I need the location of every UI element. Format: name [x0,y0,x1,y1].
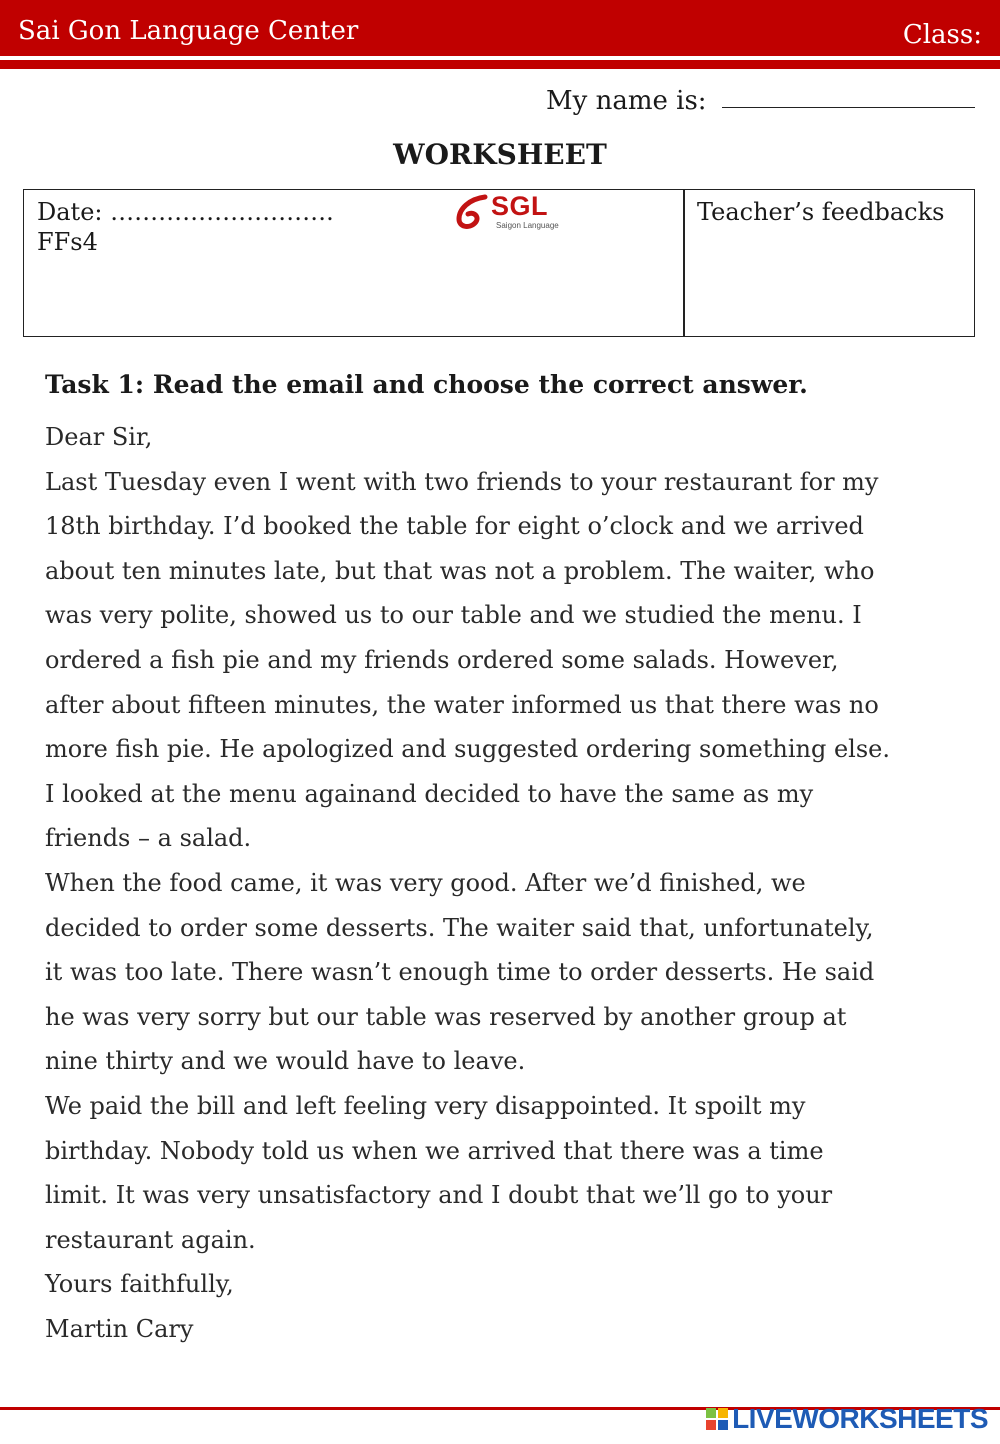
watermark-text: LIVEWORKSHEETS [732,1403,988,1434]
email-line: more fish pie. He apologized and suggested ordering something else. [45,735,890,764]
class-label: Class: [902,20,982,50]
email-line: 18th birthday. I’d booked the table for eight o’clock and we arrived [45,512,864,541]
header-bar [0,0,1000,56]
email-line: Last Tuesday even I went with two friends to your restaurant for my [45,467,879,496]
email-line: Dear Sir, [45,423,153,451]
date-field: Date: ………………………. [37,198,334,226]
email-line: after about fifteen minutes, the water informed us that there was no [45,690,879,719]
header-divider [0,60,1000,69]
email-line: he was very sorry but our table was reserved by another group at [45,1002,847,1031]
email-line: friends – a salad. [45,824,252,853]
email-text [45,415,965,1351]
name-input-line[interactable] [722,107,975,108]
liveworksheets-icon [706,1405,730,1437]
email-line: We paid the bill and left feeling very disappointed. It spoilt my [45,1091,806,1120]
page-title: WORKSHEET [393,138,607,171]
liveworksheets-logo[interactable] [706,1403,988,1437]
email-line: decided to order some desserts. The waiter said that, unfortunately, [45,913,874,942]
worksheet-code: FFs4 [37,228,98,256]
logo-brand: SGL [491,191,549,221]
box-divider [683,190,685,336]
email-line: Martin Cary [45,1314,194,1343]
logo-subtitle: Saigon Language [496,221,559,230]
email-line: Yours faithfully, [45,1270,234,1299]
sgl-logo [455,191,565,233]
email-line: was very polite, showed us to our table and we studied the menu. I [45,601,862,630]
email-line: nine thirty and we would have to leave. [45,1047,526,1076]
email-line: ordered a fish pie and my friends ordered some salads. However, [45,645,839,674]
email-line: it was too late. There wasn’t enough time to order desserts. He said [45,958,875,987]
email-line: When the food came, it was very good. After we’d finished, we [45,868,806,897]
email-line: I looked at the menu againand decided to have the same as my [45,779,814,808]
email-line: about ten minutes late, but that was not a problem. The waiter, who [45,556,875,585]
center-name: Sai Gon Language Center [18,16,359,46]
email-line: restaurant again. [45,1225,256,1254]
task-heading: Task 1: Read the email and choose the correct answer. [45,370,808,399]
email-line: birthday. Nobody told us when we arrived that there was a time [45,1136,824,1165]
sgl-swoosh-icon [455,193,491,231]
name-label: My name is: [546,86,707,116]
teacher-feedback-label: Teacher’s feedbacks [697,198,945,226]
email-line: limit. It was very unsatisfactory and I doubt that we’ll go to your [45,1181,833,1210]
